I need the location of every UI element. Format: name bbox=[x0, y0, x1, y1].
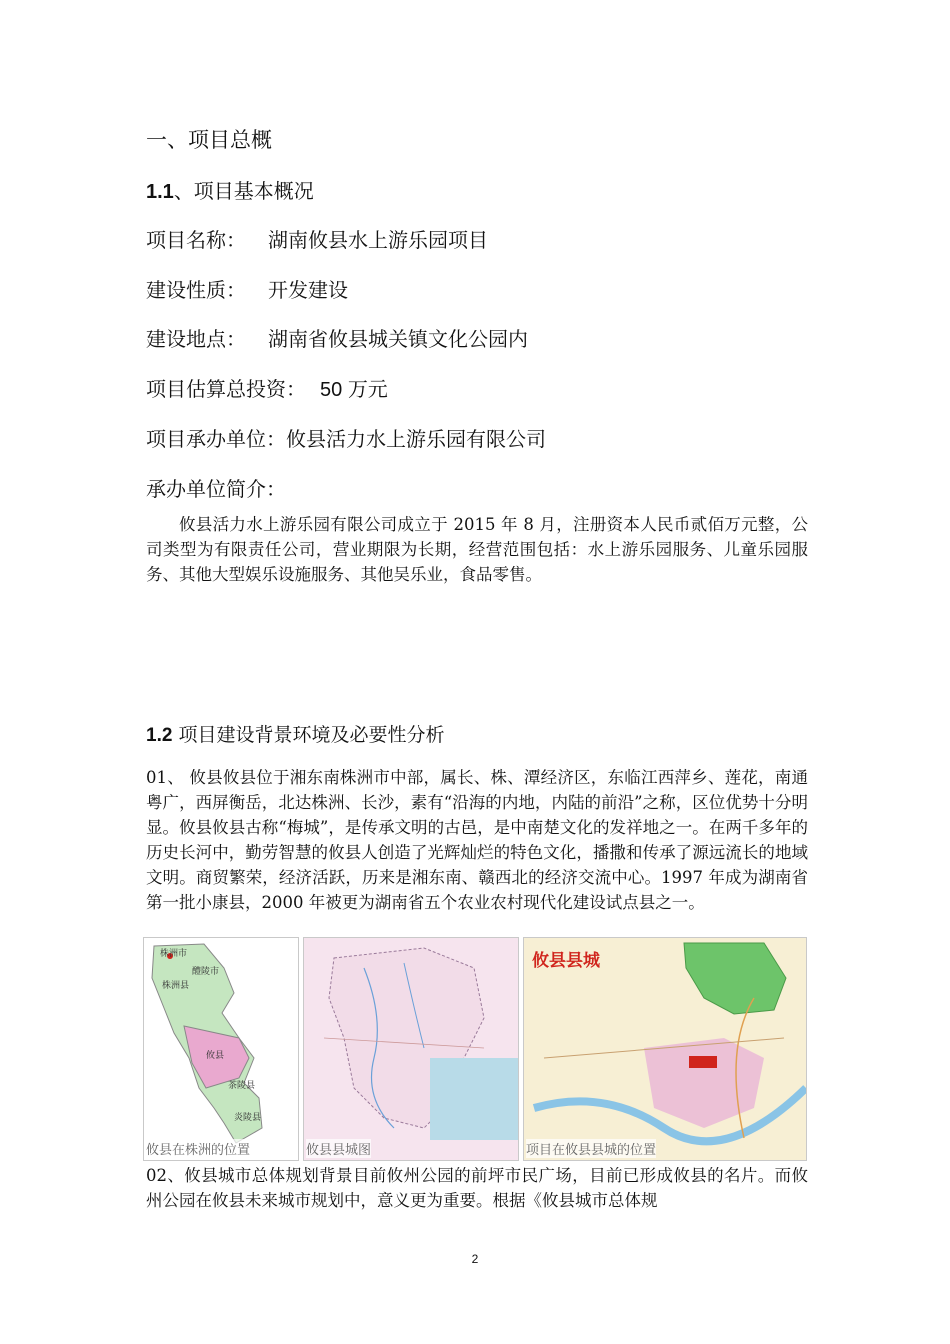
field-label: 项目名称： bbox=[146, 228, 246, 252]
background-paragraph-2: 02、攸县城市总体规划背景目前攸州公园的前坪市民广场，目前已形成攸县的名片。而攸州公园在攸县未来城市规划中，意义更为重要。根据《攸县城市总体规 bbox=[146, 1166, 808, 1210]
investment-amount: 50 bbox=[320, 379, 343, 401]
map-label: 攸县 bbox=[206, 1051, 225, 1061]
field-label: 承办单位简介： bbox=[146, 477, 286, 501]
subsection-number: 1.1 bbox=[146, 181, 174, 203]
map-county bbox=[303, 937, 519, 1161]
investment-row bbox=[146, 373, 388, 402]
field-label: 建设性质： bbox=[146, 278, 246, 302]
city-map-shape bbox=[524, 938, 806, 1160]
subsection-text: 、项目基本概况 bbox=[173, 179, 314, 203]
sponsor-row bbox=[146, 423, 546, 452]
company-intro-paragraph: 攸县活力水上游乐园有限公司成立于 2015 年 8 月，注册资本人民币贰佰万元整，公司类型为有限责任公司，营业期限为长期，经营范围包括：水上游乐园服务、儿童乐园服务、其他大型娱乐设施服务、其他吴乐业，食品零售。 bbox=[146, 515, 808, 584]
subsection-1-2-heading bbox=[146, 720, 444, 747]
map-label: 醴陵市 bbox=[192, 967, 220, 977]
field-value: 开发建设 bbox=[268, 278, 348, 302]
map-label: 株洲市 bbox=[160, 949, 188, 959]
field-label: 项目承办单位： bbox=[146, 427, 286, 451]
subsection-text: 项目建设背景环境及必要性分析 bbox=[172, 724, 445, 746]
map-label: 炎陵县 bbox=[234, 1113, 262, 1123]
field-value bbox=[320, 379, 388, 401]
field-value: 湖南省攸县城关镇文化公园内 bbox=[268, 327, 528, 351]
map-figures bbox=[143, 937, 805, 1159]
investment-unit: 万元 bbox=[347, 377, 388, 401]
field-value: 攸县活力水上游乐园有限公司 bbox=[286, 427, 546, 451]
map-label: 茶陵县 bbox=[228, 1081, 256, 1091]
map-caption: 项目在攸县县城的位置 bbox=[526, 1139, 656, 1158]
field-label: 项目估算总投资： bbox=[146, 377, 306, 401]
map-city-project bbox=[523, 937, 807, 1161]
subsection-1-1-heading bbox=[146, 175, 314, 204]
county-map-shape bbox=[304, 938, 518, 1160]
map-caption: 攸县在株洲的位置 bbox=[146, 1139, 250, 1158]
map-zhuzhou-location bbox=[143, 937, 299, 1161]
section-title: 一、项目总概 bbox=[146, 128, 272, 152]
construction-location-row bbox=[146, 323, 528, 352]
map-caption: 攸县县城图 bbox=[306, 1139, 371, 1158]
background-paragraph-1: 01、 攸县攸县位于湘东南株洲市中部，属长、株、潭经济区，东临江西萍乡、莲花，南通粤广，西屏衡岳，北达株洲、长沙，素有“沿海的内地，内陆的前沿”之称，区位优势十分明显。攸县攸县古称“梅城”，是传承文明的古邑，是中南楚文化的发祥地之一。在两千多年的历史长河中，勤劳智慧的攸县人创造了光辉灿烂的特色文化，播撒和传承了源远流长的地域文明。商贸繁荣，经济活跃，历来是湘东南、赣西北的经济交流中心。1997 年成为湖南省第一批小康县，2000 年被更为湖南省五个农业农村现代化建设试点县之一。 bbox=[146, 768, 808, 912]
field-label: 建设地点： bbox=[146, 327, 246, 351]
project-name-row bbox=[146, 224, 488, 253]
field-value: 湖南攸县水上游乐园项目 bbox=[268, 228, 488, 252]
map-title: 攸县县城 bbox=[532, 951, 600, 971]
subsection-number: 1.2 bbox=[146, 725, 173, 746]
page-number: 2 bbox=[471, 1252, 479, 1266]
intro-label-row bbox=[146, 473, 286, 502]
map-label: 株洲县 bbox=[162, 981, 190, 991]
construction-nature-row bbox=[146, 274, 348, 303]
